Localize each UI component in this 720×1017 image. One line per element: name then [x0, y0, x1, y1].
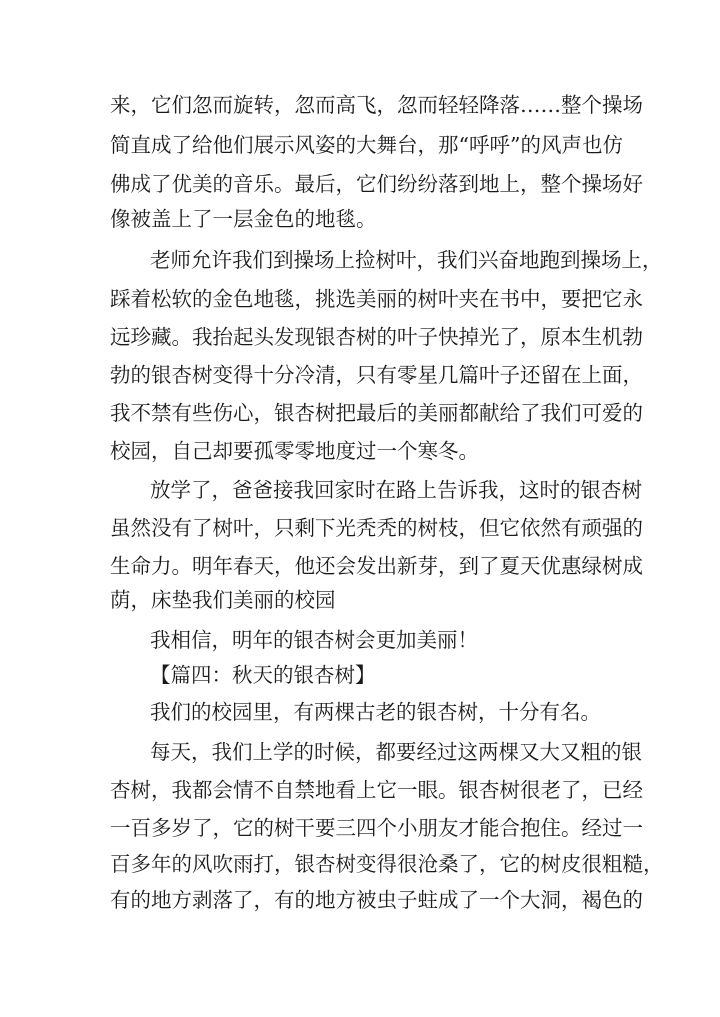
text-line: 远珍藏。我抬起头发现银杏树的叶子快掉光了，原本生机勃	[110, 325, 643, 349]
text-line: 我相信，明年的银杏树会更加美丽！	[150, 628, 478, 652]
text-line: 百多年的风吹雨打，银杏树变得很沧桑了，它的树皮很粗糙，	[110, 852, 664, 876]
text-line: 有的地方剥落了，有的地方被虫子蛀成了一个大洞，褐色的	[110, 888, 643, 912]
text-line: 校园，自己却要孤零零地度过一个寒冬。	[110, 439, 479, 463]
text-line: 我们的校园里，有两棵古老的银杏树，十分有名。	[150, 700, 601, 724]
text-line: 虽然没有了树叶，只剩下光秃秃的树枝，但它依然有顽强的	[110, 516, 643, 540]
text-line: 来，它们忽而旋转，忽而高飞，忽而轻轻降落……整个操场	[110, 93, 643, 117]
text-line: 荫，床垫我们美丽的校园	[110, 588, 336, 612]
text-line: 生命力。明年春天，他还会发出新芽，到了夏天优惠绿树成	[110, 554, 643, 578]
text-line: 像被盖上了一层金色的地毯。	[110, 207, 377, 231]
text-line: 勃的银杏树变得十分冷清，只有零星几篇叶子还留在上面，	[110, 363, 643, 387]
text-line: 一百多岁了，它的树干要三四个小朋友才能合抱住。经过一	[110, 816, 643, 840]
text-line: 老师允许我们到操场上捡树叶，我们兴奋地跑到操场上，	[150, 248, 663, 272]
text-line: 简直成了给他们展示风姿的大舞台，那“呼呼”的风声也仿	[110, 133, 623, 157]
text-line: 每天，我们上学的时候，都要经过这两棵又大又粗的银	[150, 740, 642, 764]
section-heading: 【篇四：秋天的银杏树】	[150, 663, 376, 687]
text-line: 杏树，我都会情不自禁地看上它一眼。银杏树很老了，已经	[110, 778, 643, 802]
text-line: 我不禁有些伤心，银杏树把最后的美丽都献给了我们可爱的	[110, 401, 643, 425]
text-line: 佛成了优美的音乐。最后，它们纷纷落到地上，整个操场好	[110, 172, 643, 196]
text-line: 放学了，爸爸接我回家时在路上告诉我，这时的银杏树	[150, 478, 642, 502]
text-line: 踩着松软的金色地毯，挑选美丽的树叶夹在书中，要把它永	[110, 287, 643, 311]
